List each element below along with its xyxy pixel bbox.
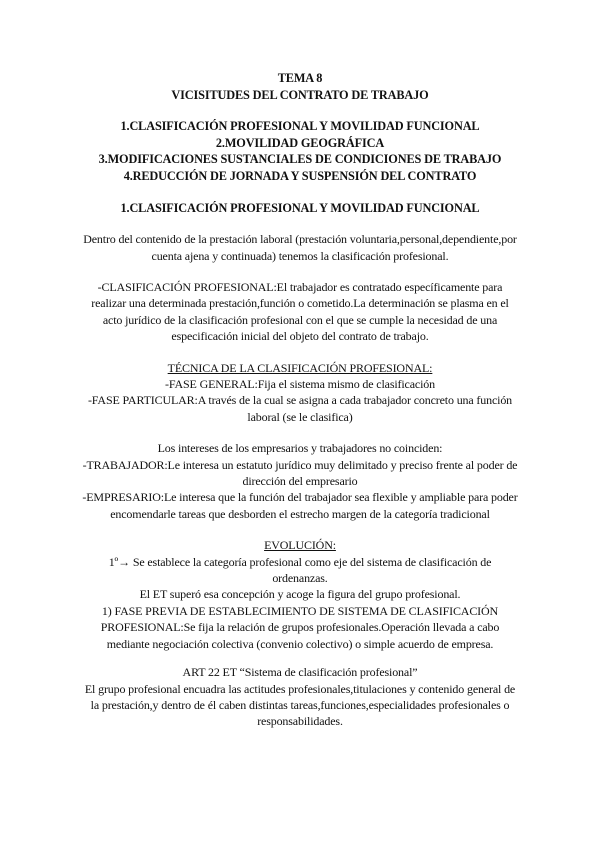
clasificacion-paragraph: [62, 279, 538, 345]
text-line: mediante negociación colectiva (convenio colectivo) o simple acuerdo de empresa.: [106, 636, 494, 651]
text-line: -EMPRESARIO:Le interesa que la función del trabajador sea flexible y ampliable para poder: [82, 490, 518, 505]
intereses-section: [62, 440, 538, 522]
text-line: especificación inicial del objeto del contrato de trabajo.: [171, 329, 429, 344]
text-line: El grupo profesional encuadra las actitudes profesionales,titulaciones y contenido general de: [84, 681, 516, 696]
art22-heading: ART 22 ET “Sistema de clasificación profesional”: [182, 665, 418, 680]
topic-heading: TEMA 8: [277, 71, 323, 85]
intro-paragraph: [62, 231, 538, 264]
toc-item: 4.REDUCCIÓN DE JORNADA Y SUSPENSIÓN DEL CONTRATO: [123, 168, 477, 183]
text-line: ordenanzas.: [272, 571, 328, 586]
text-line: dirección del empresario: [242, 474, 358, 489]
text-line: responsabilidades.: [257, 714, 343, 729]
art22-section: [62, 664, 538, 730]
text-line: acto jurídico de la clasificación profesional con el que se cumple la necesidad de una: [102, 312, 498, 327]
text-line: -FASE GENERAL:Fija el sistema mismo de clasificación: [165, 377, 435, 391]
tecnica-section: [62, 360, 538, 426]
text-line: -CLASIFICACIÓN PROFESIONAL:El trabajador es contratado específicamente para: [97, 279, 503, 294]
toc-item: 1.CLASIFICACIÓN PROFESIONAL Y MOVILIDAD FUNCIONAL: [120, 119, 480, 134]
text-line: 1) FASE PREVIA DE ESTABLECIMIENTO DE SISTEMA DE CLASIFICACIÓN: [101, 603, 499, 618]
text-line: cuenta ajena y continuada) tenemos la clasificación profesional.: [151, 248, 449, 263]
text-line: Dentro del contenido de la prestación laboral (prestación voluntaria,personal,dependiente,por: [83, 232, 517, 247]
evolucion-heading: EVOLUCIÓN:: [264, 538, 336, 553]
table-of-contents: [62, 118, 538, 184]
document-page: [62, 70, 538, 730]
text-line: PROFESIONAL:Se fija la relación de grupos profesionales.Operación llevada a cabo: [100, 620, 500, 635]
text-line: laboral (se le clasifica): [247, 409, 353, 424]
text-line: -TRABAJADOR:Le interesa un estatuto jurídico muy delimitado y preciso frente al poder de: [82, 457, 518, 472]
text-line: El ET superó esa concepción y acoge la figura del grupo profesional.: [139, 587, 461, 602]
text-line: la prestación,y dentro de él caben distintas tareas,funciones,especialidades profesionales o: [90, 697, 510, 712]
text-line: -FASE PARTICULAR:A través de la cual se asigna a cada trabajador concreto una función: [87, 393, 513, 408]
text-line: 1º→ Se establece la categoría profesional como eje del sistema de clasificación de: [108, 554, 492, 569]
text-line: Los intereses de los empresarios y trabajadores no coinciden:: [157, 441, 443, 456]
toc-item: 3.MODIFICACIONES SUSTANCIALES DE CONDICIONES DE TRABAJO: [98, 152, 502, 167]
tecnica-heading: TÉCNICA DE LA CLASIFICACIÓN PROFESIONAL:: [167, 360, 433, 375]
section-title: 1.CLASIFICACIÓN PROFESIONAL Y MOVILIDAD FUNCIONAL: [120, 200, 480, 215]
document-title: VICISITUDES DEL CONTRATO DE TRABAJO: [171, 87, 429, 102]
text-line: encomendarle tareas que desborden el estrecho margen de la categoría tradicional: [110, 506, 490, 521]
text-line: realizar una determinada prestación,función o cometido.La determinación se plasma en el: [91, 296, 509, 311]
evolucion-section: [62, 537, 538, 652]
toc-item: 2.MOVILIDAD GEOGRÁFICA: [215, 135, 385, 150]
